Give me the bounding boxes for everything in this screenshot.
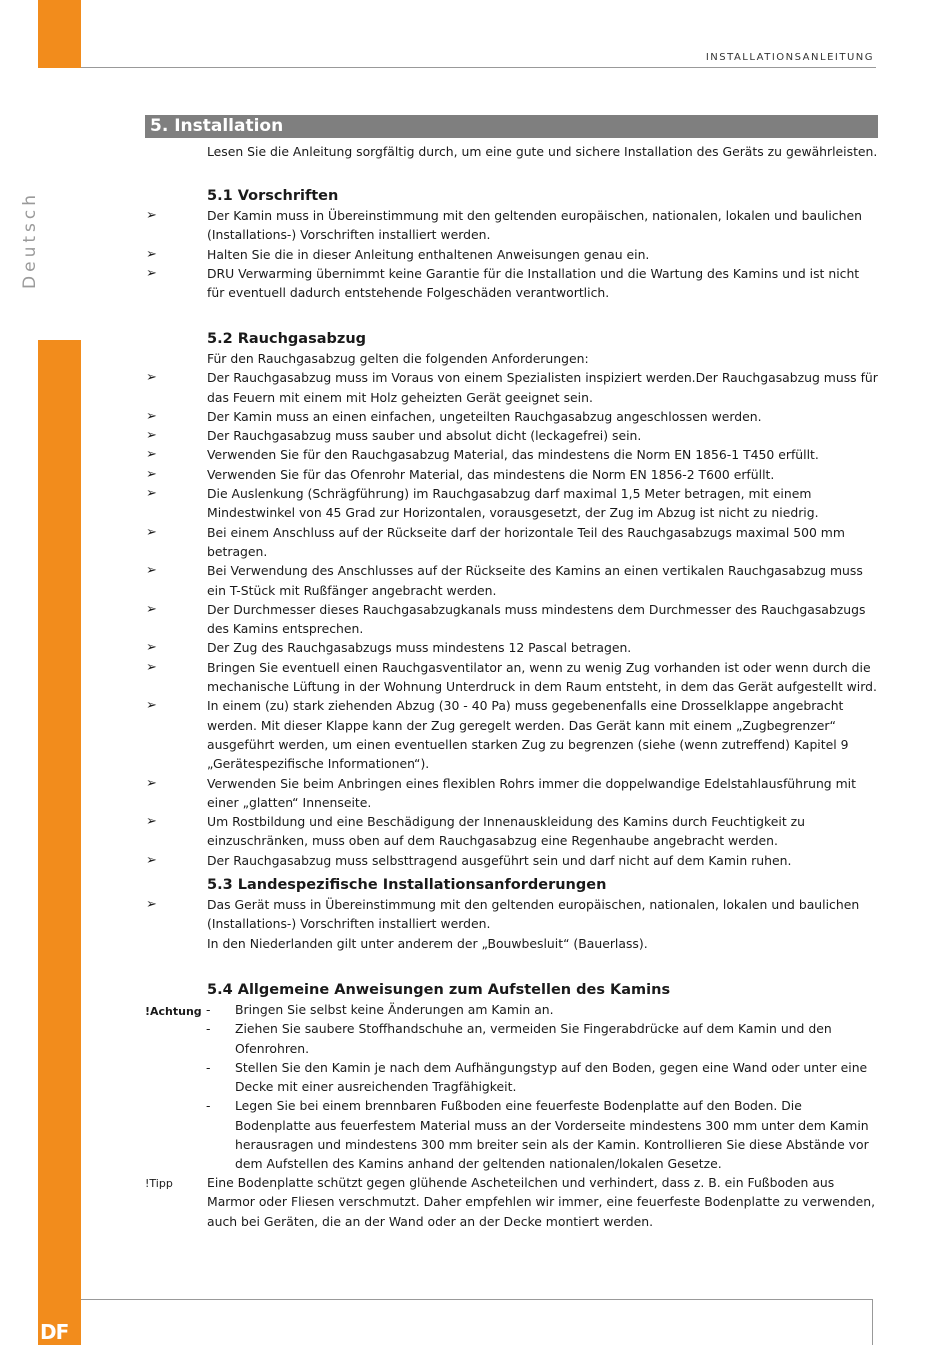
list-item: ➢ Halten Sie die in dieser Anleitung enthaltenen Anweisungen genau ein.: [207, 245, 879, 264]
arrowhead-bullet-icon: ➢: [146, 428, 157, 444]
subsection-title: 5.3 Landespezifische Installationsanforderungen: [207, 877, 607, 893]
list-item: - Stellen Sie den Kamin je nach dem Aufhängungstyp auf den Boden, gegen eine Wand oder unter eine Decke mit einer ausreichenden Tragfähigkeit.: [206, 1059, 868, 1095]
list-item: ➢ Verwenden Sie für das Ofenrohr Material, das mindestens die Norm EN 1856-2 T600 erfüllt.: [207, 465, 879, 484]
list-item: ➢ Bringen Sie eventuell einen Rauchgasventilator an, wenn zu wenig Zug vorhanden ist oder wenn durch die mechanische Lüftung in der Wohnung Unterdruck in dem Raum entsteht, in dem das Gerät aufgestellt wird.: [146, 659, 877, 695]
brand-logo: DF: [40, 1320, 69, 1344]
warning-label: !Achtung: [145, 1005, 202, 1018]
subsection-5-2: [146, 330, 879, 870]
list-item: - Bringen Sie selbst keine Änderungen am Kamin an.: [207, 1000, 879, 1019]
language-label: Deutsch: [20, 191, 40, 289]
dash-bullet: -: [206, 1021, 211, 1037]
white-margin-notch: [38, 68, 81, 157]
arrowhead-bullet-icon: ➢: [146, 814, 157, 830]
list-item: - Legen Sie bei einem brennbaren Fußboden eine feuerfeste Bodenplatte auf den Boden. Die Bodenplatte aus feuerfestem Material muss an der Vorderseite mindestens 300 mm unter dem Kamin herausragen und mindestens 300 mm breiter sein als der Kamin. Kontrollieren Sie diese Abstände vor dem Aufstellen des Kamins anhand der geltenden nationalen/lokalen Gesetze.: [206, 1098, 869, 1172]
subsection-5-1: [146, 187, 879, 302]
list-item: ➢ DRU Verwarming übernimmt keine Garantie für die Installation und die Wartung des Kamins und ist nicht für eventuell dadurch entstehende Folgeschäden verantwortlich.: [146, 265, 860, 301]
list-item: ➢ In einem (zu) stark ziehenden Abzug (30 - 40 Pa) muss gegebenenfalls eine Drosselklappe angebracht werden. Mit dieser Klappe kann der Zug geregelt werden. Das Gerät kann mit einem „Zugbegrenzer“ ausgeführt werden, um einen eventuellen starken Zug zu begrenzen (siehe (wenn zutreffend) Kapitel 9 „Gerätespezifische Informationen“).: [146, 698, 849, 772]
dash-bullet: -: [206, 1098, 211, 1114]
arrowhead-bullet-icon: ➢: [146, 486, 157, 502]
arrowhead-bullet-icon: ➢: [146, 775, 157, 791]
subsection-5-3: [146, 876, 879, 953]
arrowhead-bullet-icon: ➢: [146, 640, 157, 656]
tip-label: !Tipp: [145, 1177, 173, 1190]
list-item: ➢ Der Zug des Rauchgasabzugs muss mindestens 12 Pascal betragen.: [207, 638, 879, 657]
arrowhead-bullet-icon: ➢: [146, 524, 157, 540]
country-note: In den Niederlanden gilt unter anderem der „Bouwbesluit“ (Bauerlass).: [207, 935, 648, 951]
arrowhead-bullet-icon: ➢: [146, 698, 157, 714]
list-item: ➢ Bei Verwendung des Anschlusses auf der Rückseite des Kamins an einen vertikalen Rauchgasabzug muss ein T-Stück mit Rußfänger angebracht werden.: [146, 563, 863, 598]
section-heading-bar: [145, 115, 878, 138]
subsection-title: 5.2 Rauchgasabzug: [207, 331, 367, 347]
header-rule: [81, 67, 876, 68]
arrowhead-bullet-icon: ➢: [146, 852, 157, 868]
arrowhead-bullet-icon: ➢: [146, 265, 157, 281]
section-title: 5. Installation: [150, 116, 284, 136]
arrowhead-bullet-icon: ➢: [146, 447, 157, 463]
footer-rule: [81, 1299, 873, 1300]
subsection-intro: Für den Rauchgasabzug gelten die folgenden Anforderungen:: [207, 351, 589, 366]
list-item: ➢ Der Kamin muss an einen einfachen, ungeteilten Rauchgasabzug angeschlossen werden.: [207, 407, 879, 426]
list-item: ➢ Der Kamin muss in Übereinstimmung mit den geltenden europäischen, nationalen, lokalen und baulichen (Installations-) Vorschriften installiert werden.: [146, 208, 862, 243]
footer-vertical-rule: [872, 1299, 873, 1345]
list-item: ➢ Der Rauchgasabzug muss sauber und absolut dicht (leckagefrei) sein.: [207, 426, 879, 445]
header-title: INSTALLATIONSANLEITUNG: [705, 52, 874, 63]
arrowhead-bullet-icon: ➢: [146, 208, 157, 223]
arrowhead-bullet-icon: ➢: [146, 601, 157, 617]
list-item: ➢ Der Rauchgasabzug muss selbsttragend ausgeführt sein und darf nicht auf dem Kamin ruhen.: [207, 851, 879, 870]
arrowhead-bullet-icon: ➢: [146, 659, 157, 675]
list-item: ➢ Das Gerät muss in Übereinstimmung mit den geltenden europäischen, nationalen, lokalen und baulichen (Installations-) Vorschriften installiert werden.: [146, 897, 860, 932]
arrowhead-bullet-icon: ➢: [146, 408, 157, 424]
subsection-title: 5.1 Vorschriften: [207, 188, 339, 204]
dash-bullet: -: [206, 1059, 211, 1075]
list-item: ➢ Verwenden Sie beim Anbringen eines flexiblen Rohrs immer die doppelwandige Edelstahlausführung mit einer „glatten“ Innenseite.: [146, 775, 856, 810]
list-item: ➢ Die Auslenkung (Schrägführung) im Rauchgasabzug darf maximal 1,5 Meter betragen, mit einem Mindestwinkel von 45 Grad zur Horizontalen, vorausgesetzt, der Zug im Abzug ist nicht zu niedrig.: [146, 486, 819, 521]
list-item: ➢ Der Rauchgasabzug muss im Voraus von einem Spezialisten inspiziert werden.Der Rauchgasabzug muss für das Feuern mit einem mit Holz geheizten Gerät geeignet sein.: [146, 370, 878, 405]
language-tab: [8, 180, 52, 300]
arrowhead-bullet-icon: ➢: [146, 370, 157, 386]
section-intro: Lesen Sie die Anleitung sorgfältig durch, um eine gute und sichere Installation des Geräts zu gewährleisten.: [207, 144, 878, 159]
subsection-5-4: [207, 981, 879, 1174]
list-item: ➢ Bei einem Anschluss auf der Rückseite darf der horizontale Teil des Rauchgasabzugs maximal 500 mm betragen.: [146, 524, 845, 559]
tip-text: Eine Bodenplatte schützt gegen glühende Ascheteilchen und verhindert, dass z. B. ein Fußboden aus Marmor oder Fliesen verschmutzt. Daher empfehlen wir immer, eine feuerfeste Bodenplatte zu verwenden, auch bei Geräten, die an der Wand oder an der Decke montiert werden.: [207, 1175, 876, 1229]
subsection-title: 5.4 Allgemeine Anweisungen zum Aufstellen des Kamins: [207, 982, 671, 998]
arrowhead-bullet-icon: ➢: [146, 563, 157, 579]
list-item: ➢ Der Durchmesser dieses Rauchgasabzugkanals muss mindestens dem Durchmesser des Rauchgasabzugs des Kamins entsprechen.: [146, 601, 866, 637]
list-item: - Ziehen Sie saubere Stoffhandschuhe an, vermeiden Sie Fingerabdrücke auf dem Kamin und den Ofenrohren.: [206, 1021, 832, 1056]
list-item: ➢ Verwenden Sie für den Rauchgasabzug Material, das mindestens die Norm EN 1856-1 T450 erfüllt.: [207, 445, 879, 464]
list-item: ➢ Um Rostbildung und eine Beschädigung der Innenauskleidung des Kamins durch Feuchtigkeit zu einzuschränken, muss oben auf dem Rauchgasabzug eine Regenhaube angebracht werden.: [146, 814, 805, 849]
arrowhead-bullet-icon: ➢: [146, 246, 157, 262]
dash-bullet: -: [206, 1002, 211, 1017]
arrowhead-bullet-icon: ➢: [146, 466, 157, 482]
arrowhead-bullet-icon: ➢: [146, 897, 157, 912]
